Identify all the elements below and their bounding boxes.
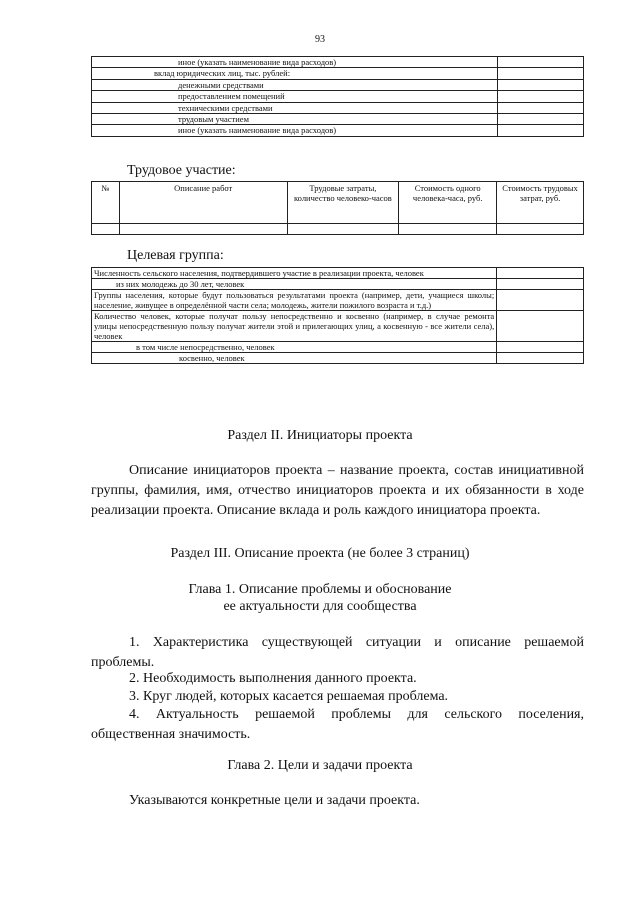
expenses-row-label: трудовым участием bbox=[92, 113, 498, 124]
labor-header-hour-cost: Стоимость одного человека-часа, руб. bbox=[399, 182, 497, 224]
labor-table bbox=[91, 181, 584, 235]
chapter1-item-3: 3. Круг людей, которых касается решаемая проблема. bbox=[129, 689, 449, 704]
expenses-row-value bbox=[498, 125, 584, 136]
expenses-row bbox=[92, 68, 584, 79]
target-group-table bbox=[91, 267, 584, 364]
section3-heading: Раздел III. Описание проекта (не более 3 страниц) bbox=[170, 546, 470, 561]
chapter1-item-4: 4. Актуальность решаемой проблемы для сельского поселения, общественная значимость. bbox=[91, 707, 584, 742]
target-group-row bbox=[92, 353, 584, 364]
target-group-row-value bbox=[497, 353, 584, 364]
expenses-row-label: вклад юридических лиц, тыс. рублей: bbox=[92, 68, 498, 79]
labor-header-no: № bbox=[92, 182, 120, 224]
expenses-row-label: предоставлением помещений bbox=[92, 91, 498, 102]
expenses-row-value bbox=[498, 79, 584, 90]
expenses-row-label: техническими средствами bbox=[92, 102, 498, 113]
expenses-row bbox=[92, 57, 584, 68]
target-group-row-label: Количество человек, которые получат пользу непосредственно и косвенно (например, в случае ремонта улицы непосредственную пользу получат жители этой и прилегающих улиц, а косвенную - все жители села), человек bbox=[92, 311, 497, 342]
chapter1-heading-line1: Глава 1. Описание проблемы и обоснование bbox=[188, 582, 452, 597]
section2-heading: Раздел II. Инициаторы проекта bbox=[227, 428, 413, 443]
expenses-row-value bbox=[498, 91, 584, 102]
target-group-row bbox=[92, 290, 584, 311]
target-group-row-value bbox=[497, 268, 584, 279]
labor-header-hours: Трудовые затраты, количество человеко-часов bbox=[287, 182, 399, 224]
target-group-row-value bbox=[497, 279, 584, 290]
page-number: 93 bbox=[315, 34, 325, 45]
expenses-row-label: денежными средствами bbox=[92, 79, 498, 90]
target-group-title: Целевая группа: bbox=[127, 248, 224, 263]
target-group-row bbox=[92, 342, 584, 353]
target-group-row bbox=[92, 268, 584, 279]
target-group-row-value bbox=[497, 311, 584, 342]
chapter2-paragraph: Указываются конкретные цели и задачи проекта. bbox=[129, 793, 420, 808]
expenses-row-value bbox=[498, 113, 584, 124]
expenses-table bbox=[91, 56, 584, 137]
labor-header-description: Описание работ bbox=[119, 182, 287, 224]
target-group-row-label: Численность сельского населения, подтвердившего участие в реализации проекта, человек bbox=[92, 268, 497, 279]
target-group-row-label: косвенно, человек bbox=[92, 353, 497, 364]
chapter1-item-2: 2. Необходимость выполнения данного проекта. bbox=[129, 671, 417, 686]
target-group-row-label: Группы населения, которые будут пользоваться результатами проекта (например, дети, учащиеся школы; население, живущее в определённой части села; молодежь, жители пожилого возраста и т.д.) bbox=[92, 290, 497, 311]
expenses-row bbox=[92, 125, 584, 136]
chapter2-heading: Глава 2. Цели и задачи проекта bbox=[227, 758, 413, 773]
target-group-row-label: из них молодежь до 30 лет, человек bbox=[92, 279, 497, 290]
target-group-row bbox=[92, 279, 584, 290]
expenses-row-value bbox=[498, 57, 584, 68]
target-group-row-label: в том числе непосредственно, человек bbox=[92, 342, 497, 353]
expenses-row bbox=[92, 79, 584, 90]
labor-header-total-cost: Стоимость трудовых затрат, руб. bbox=[497, 182, 584, 224]
chapter1-heading-line2: ее актуальности для сообщества bbox=[223, 599, 417, 614]
expenses-row bbox=[92, 91, 584, 102]
target-group-row-value bbox=[497, 290, 584, 311]
labor-title: Трудовое участие: bbox=[127, 163, 236, 178]
expenses-row bbox=[92, 102, 584, 113]
expenses-row-label: иное (указать наименование вида расходов) bbox=[92, 125, 498, 136]
labor-empty-row bbox=[92, 224, 584, 235]
expenses-row-value bbox=[498, 102, 584, 113]
target-group-row-value bbox=[497, 342, 584, 353]
expenses-row-label: иное (указать наименование вида расходов) bbox=[92, 57, 498, 68]
expenses-row bbox=[92, 113, 584, 124]
target-group-row bbox=[92, 311, 584, 342]
chapter1-item-1: 1. Характеристика существующей ситуации и описание решаемой проблемы. bbox=[91, 635, 584, 670]
expenses-row-value bbox=[498, 68, 584, 79]
section2-paragraph: Описание инициаторов проекта – название проекта, состав инициативной группы, фамилия, имя, отчество инициаторов проекта и их обязанности в ходе реализации проекта. Описание вклада и роль каждого инициатора проекта. bbox=[91, 463, 584, 518]
